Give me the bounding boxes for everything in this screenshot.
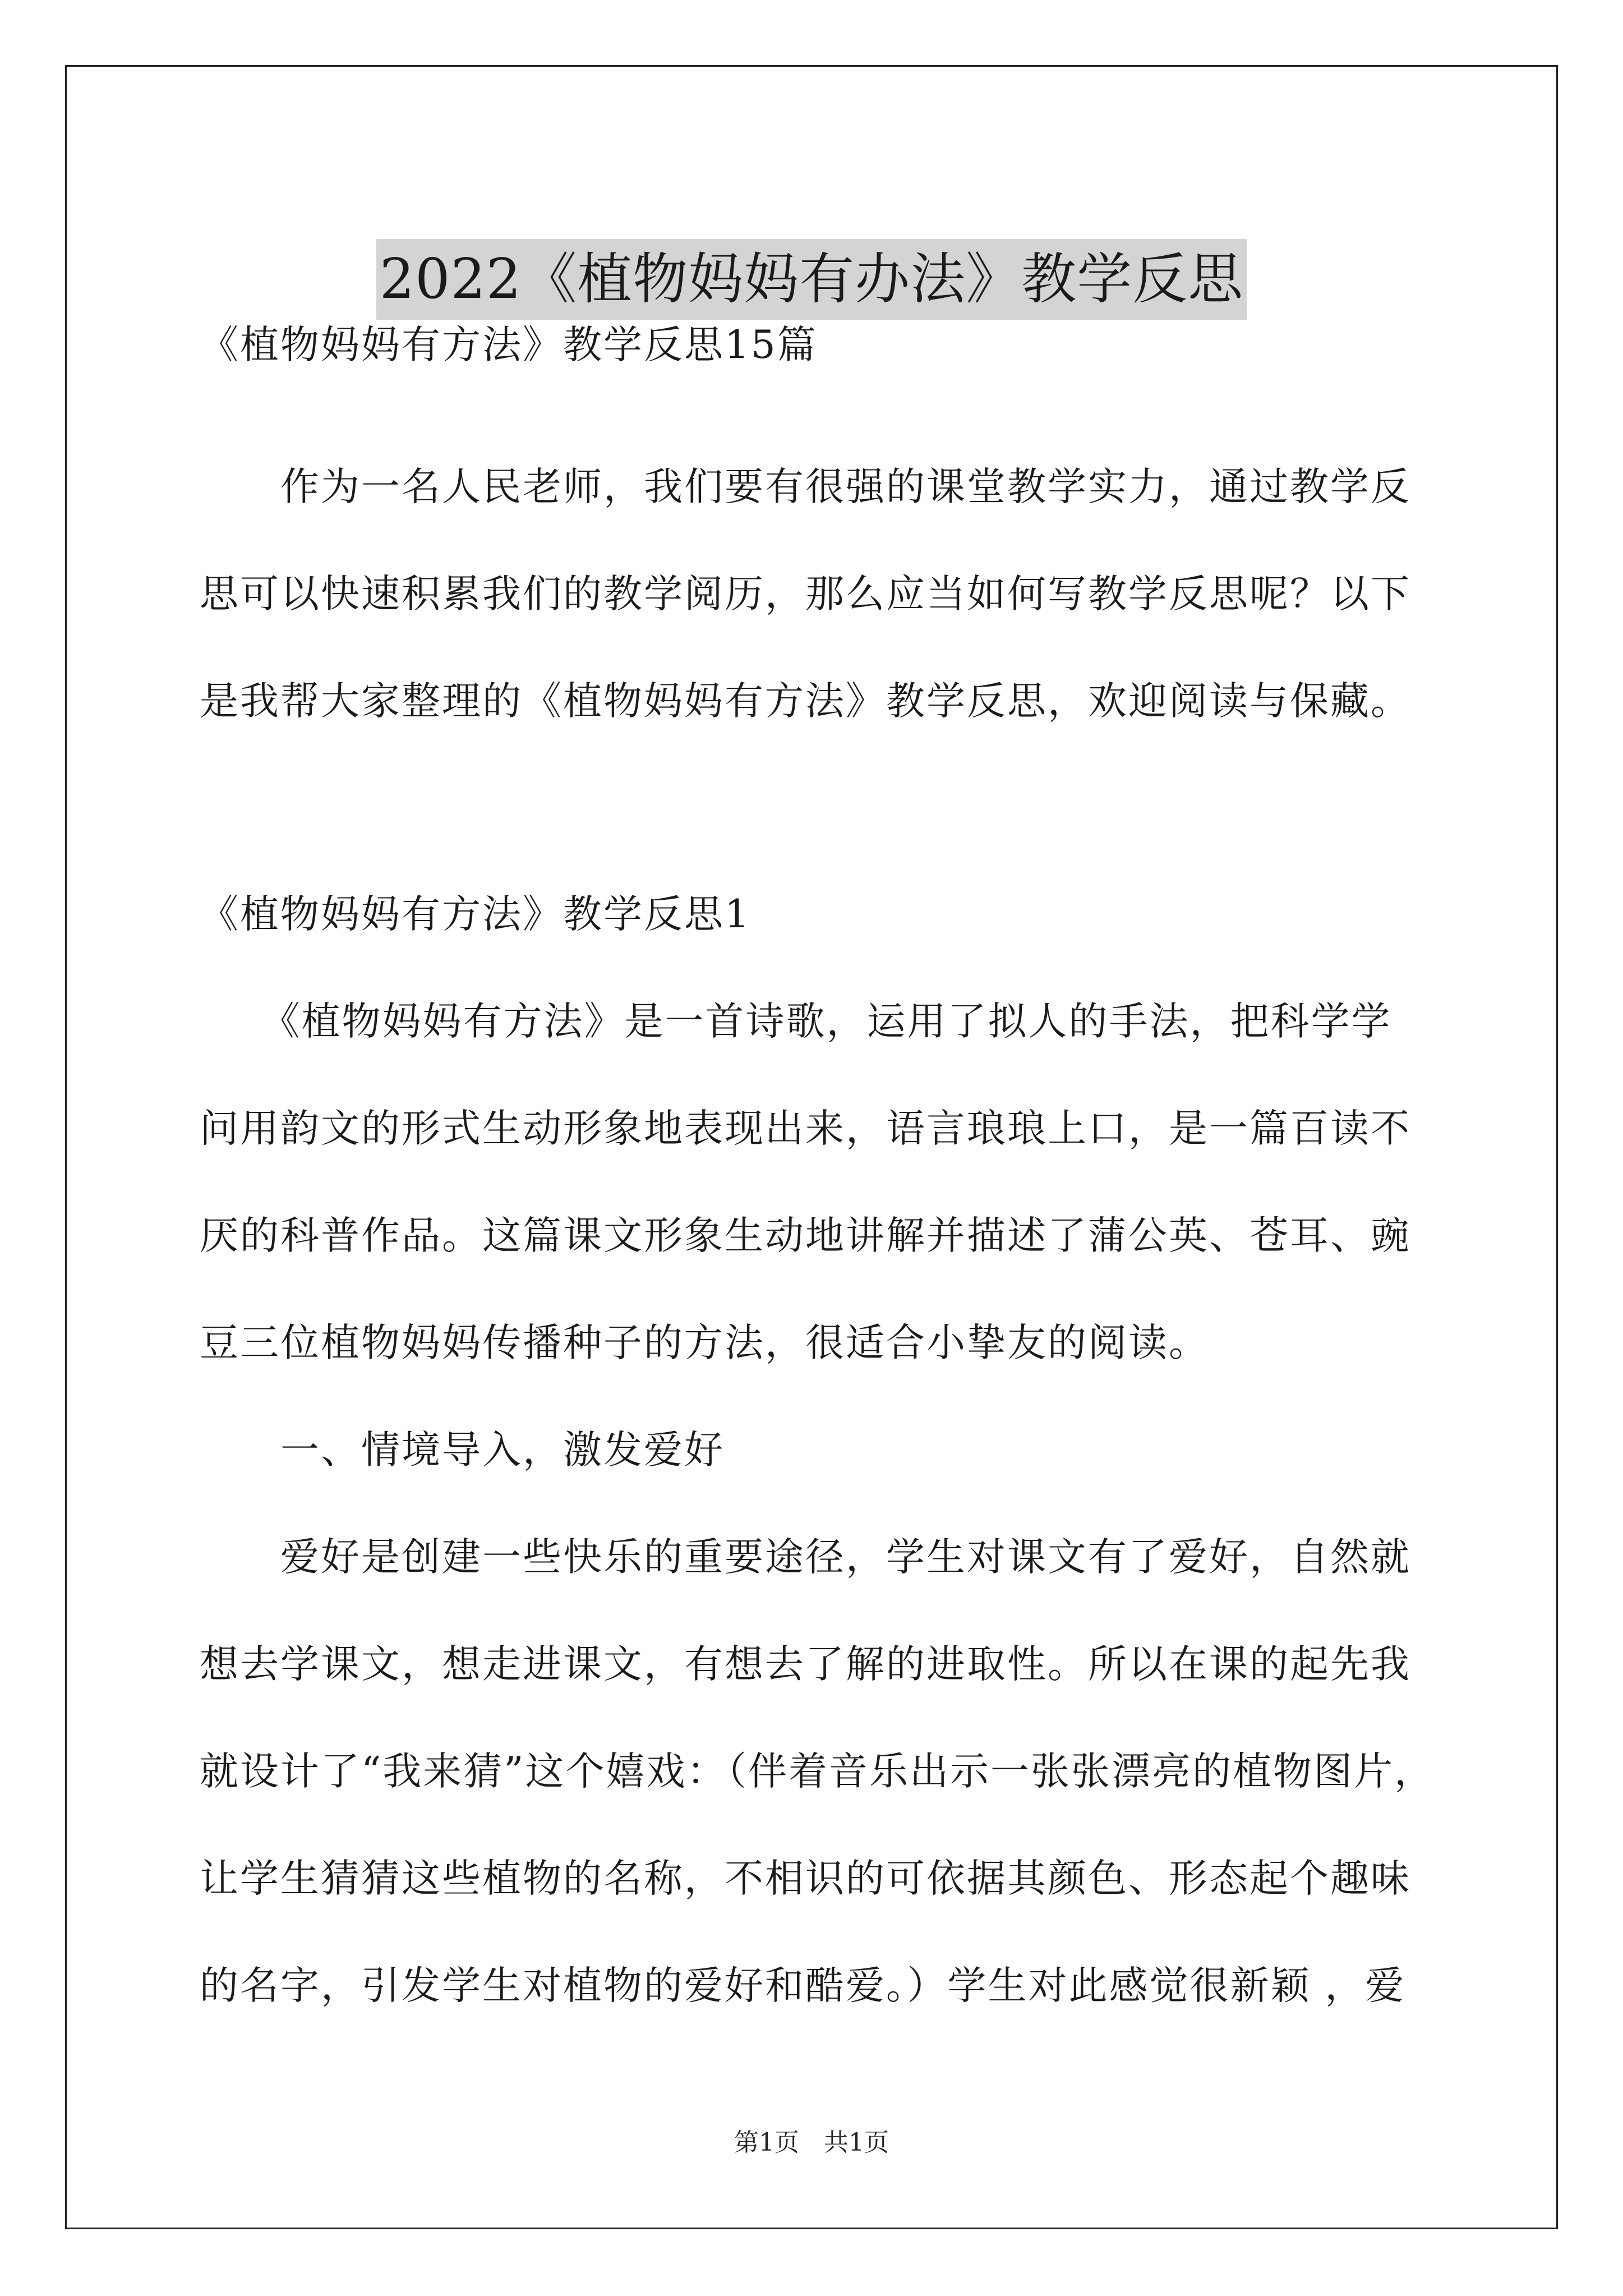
paragraph-line: 思可以快速积累我们的教学阅历，那么应当如何写教学反思呢？以下 <box>200 572 1411 616</box>
paragraph-line: 厌的科普作品。这篇课文形象生动地讲解并描述了蒲公英、苍耳、豌 <box>200 1213 1411 1258</box>
paragraph-line: 的名字，引发学生对植物的爱好和酷爱。）学生对此感觉很新颖 ，爱 <box>200 1963 1406 2008</box>
section-heading: 《植物妈妈有方法》教学反思1 <box>200 892 751 937</box>
subtitle-line: 《植物妈妈有方法》教学反思15篇 <box>200 323 818 367</box>
paragraph-line: 是我帮大家整理的《植物妈妈有方法》教学反思，欢迎阅读与保藏。 <box>200 679 1411 724</box>
subsection-heading: 一、情境导入，激发爱好 <box>200 1428 725 1473</box>
document-title: 2022《植物妈妈有办法》教学反思 <box>376 239 1247 320</box>
paragraph-line: 问用韵文的形式生动形象地表现出来，语言琅琅上口，是一篇百读不 <box>200 1106 1411 1151</box>
paragraph-line: 想去学课文，想走进课文，有想去了解的进取性。所以在课的起先我 <box>200 1642 1411 1687</box>
paragraph-line: 豆三位植物妈妈传播种子的方法，很适合小挚友的阅读。 <box>200 1320 1209 1365</box>
paragraph-line: 就设计了“我来猜”这个嬉戏：（伴着音乐出示一张张漂亮的植物图片， <box>200 1749 1435 1794</box>
paragraph-line: 《植物妈妈有方法》是一首诗歌，运用了拟人的手法，把科学学 <box>200 999 1392 1044</box>
paragraph-line: 作为一名人民老师，我们要有很强的课堂教学实力，通过教学反 <box>200 464 1411 509</box>
paragraph-line: 爱好是创建一些快乐的重要途径，学生对课文有了爱好，自然就 <box>200 1535 1411 1580</box>
paragraph-line: 让学生猜猜这些植物的名称，不相识的可依据其颜色、形态起个趣味 <box>200 1856 1411 1901</box>
page-footer: 第1页 共1页 <box>734 2128 889 2157</box>
